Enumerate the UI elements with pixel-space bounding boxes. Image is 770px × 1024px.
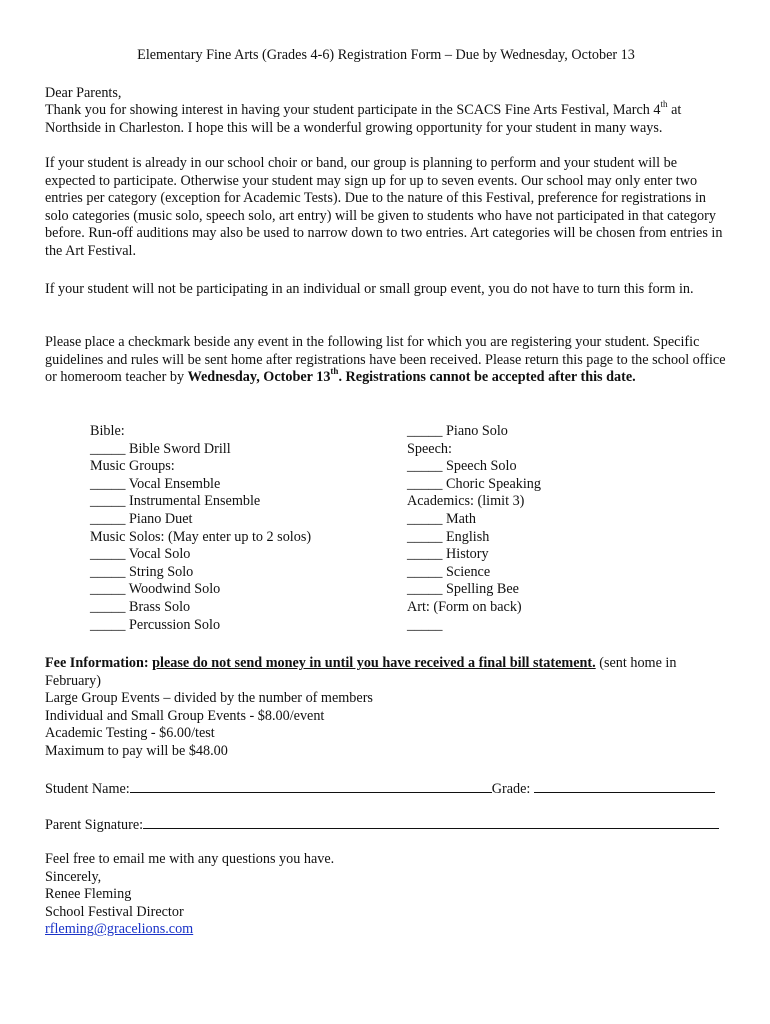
fee-line: Maximum to pay will be $48.00 <box>45 742 228 759</box>
closing-line: Feel free to email me with any questions you have. <box>45 851 335 867</box>
instructions-text: Please place a checkmark beside any event in the following list for which you are registering your student. Specific guidelines and rules will be sent home after registrations have been received. Please return this page to the school office or homeroom teacher by <box>45 334 726 386</box>
events-left-column <box>90 423 311 634</box>
event-item[interactable]: _____ Science <box>407 563 491 580</box>
sign-off: Sincerely, <box>45 868 102 885</box>
event-item[interactable]: _____ Spelling Bee <box>407 581 519 598</box>
signer-role: School Festival Director <box>45 903 184 920</box>
instructions-paragraph <box>45 334 727 387</box>
event-item[interactable]: _____ Piano Duet <box>90 510 193 527</box>
deadline-note: . Registrations cannot be accepted after this date. <box>338 369 636 386</box>
event-item[interactable]: _____ Choric Speaking <box>407 475 541 492</box>
intro-paragraph <box>45 99 727 137</box>
art-entry-blank[interactable]: _____ <box>407 616 443 633</box>
event-item[interactable]: _____ String Solo <box>90 563 194 580</box>
event-item[interactable]: _____ Instrumental Ensemble <box>90 493 261 510</box>
event-item[interactable]: _____ Speech Solo <box>407 458 517 475</box>
deadline-date: Wednesday, October 13 <box>187 369 331 386</box>
grade-label: Grade: <box>491 781 531 797</box>
event-item[interactable]: _____ Percussion Solo <box>90 616 221 633</box>
category-heading: Bible: <box>90 423 125 439</box>
parent-signature-label: Parent Signature: <box>45 817 144 833</box>
closing <box>45 851 727 939</box>
events-right-column <box>407 423 541 634</box>
deadline-sup: th <box>330 366 339 377</box>
event-item[interactable]: _____ History <box>407 546 489 563</box>
grade-field[interactable] <box>534 780 715 793</box>
student-name-label: Student Name: <box>45 781 130 797</box>
event-item[interactable]: _____ Piano Solo <box>407 423 508 439</box>
event-item[interactable]: _____ Vocal Solo <box>90 546 191 563</box>
event-item[interactable]: _____ Math <box>407 510 476 527</box>
signer-name: Renee Fleming <box>45 886 132 903</box>
fee-notice: please do not send money in until you have received a final bill statement. <box>152 655 596 671</box>
non-participation-paragraph: If your student will not be participating in an individual or small group event, you do not have to turn this form in. <box>45 281 694 297</box>
event-item[interactable]: _____ Brass Solo <box>90 598 191 615</box>
category-heading: Speech: <box>407 440 452 457</box>
student-name-field[interactable] <box>130 780 492 793</box>
parent-signature-row <box>45 816 727 835</box>
event-item[interactable]: _____ Bible Sword Drill <box>90 440 231 457</box>
student-name-row <box>45 780 727 799</box>
event-item[interactable]: _____ Vocal Ensemble <box>90 475 221 492</box>
category-heading: Academics: (limit 3) <box>407 493 525 510</box>
event-item[interactable]: _____ English <box>407 528 490 545</box>
parent-signature-field[interactable] <box>143 816 719 829</box>
fee-line: Large Group Events – divided by the number of members <box>45 690 373 706</box>
fee-label: Fee Information: <box>45 655 149 671</box>
fee-line: Academic Testing - $6.00/test <box>45 725 215 742</box>
category-heading: Music Groups: <box>90 458 175 475</box>
email-link[interactable]: rfleming@gracelions.com <box>45 921 194 938</box>
intro-sup: th <box>660 99 668 110</box>
intro-text-a: Thank you for showing interest in having your student participate in the SCACS Fine Arts Festival, March 4 <box>45 102 661 118</box>
event-item[interactable]: _____ Woodwind Solo <box>90 581 221 598</box>
participation-paragraph: If your student is already in our school choir or band, our group is planning to perform and your student will be expected to participate. Otherwise your student may sign up for up to seven events. Our school may only enter two entries per category (exception for Academic Tests). Due to the nature of this Festival, preference for registrations in solo categories (music solo, speech solo, art entry) will be given to students who have not participated in that category before. Run-off auditions may also be used to narrow down to two entries. Art categories will be chosen from entries in the Art Festival. <box>45 155 723 259</box>
fee-information <box>45 655 727 690</box>
fee-lines <box>45 690 727 760</box>
fee-line: Individual and Small Group Events - $8.00/event <box>45 707 325 724</box>
intro-text-b: at Northside in Charleston. I hope this will be a wonderful growing opportunity for your student in many ways. <box>45 102 682 136</box>
category-heading: Art: (Form on back) <box>407 598 522 615</box>
form-title: Elementary Fine Arts (Grades 4-6) Registration Form – Due by Wednesday, October 13 <box>137 47 635 63</box>
category-heading: Music Solos: (May enter up to 2 solos) <box>90 528 312 545</box>
fee-note: (sent home in February) <box>45 655 677 689</box>
greeting: Dear Parents, <box>45 85 122 101</box>
